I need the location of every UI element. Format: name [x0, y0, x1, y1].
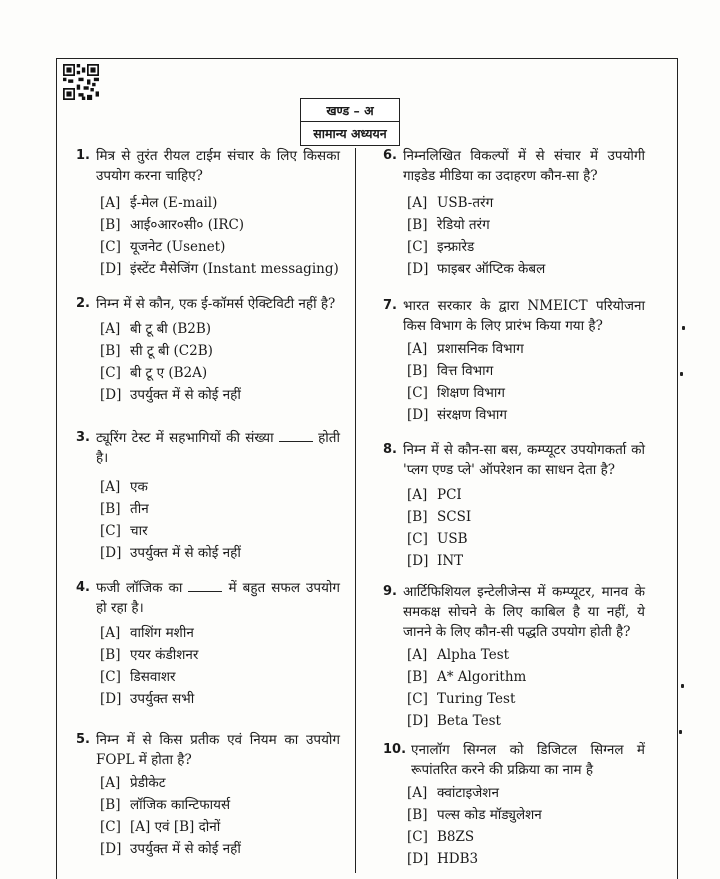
margin-mark	[682, 326, 685, 330]
option-text: [A] एवं [B] दोनों	[130, 819, 221, 835]
option-tag: [B]	[100, 647, 121, 663]
option-b[interactable]	[407, 666, 645, 688]
question-number: 8.	[383, 442, 397, 457]
question-number: 5.	[76, 732, 90, 747]
option-a[interactable]	[100, 772, 340, 794]
question-number: 10.	[383, 742, 407, 757]
question-number: 9.	[383, 584, 397, 599]
question-text-end: होती है।	[96, 430, 340, 466]
option-tag: [C]	[407, 829, 428, 845]
option-tag: [C]	[407, 691, 428, 707]
option-text: प्रेडीकेट	[130, 775, 166, 791]
subject-title: सामान्य अध्ययन	[313, 126, 387, 141]
option-text: यूजनेट (Usenet)	[130, 239, 226, 255]
question-7	[383, 296, 645, 426]
option-tag: [D]	[407, 713, 429, 729]
option-tag: [A]	[407, 195, 428, 211]
option-tag: [C]	[100, 669, 121, 685]
option-tag: [D]	[407, 261, 429, 277]
column-divider	[355, 148, 356, 873]
option-c[interactable]	[100, 362, 340, 384]
option-text: B8ZS	[437, 829, 475, 845]
question-text: भारत सरकार के द्वारा NMEICT परियोजना किस विभाग के लिए प्रारंभ किया गया है?	[403, 298, 645, 334]
option-tag: [A]	[100, 775, 121, 791]
option-text: बी टू बी (B2B)	[130, 321, 212, 337]
option-d[interactable]	[407, 550, 645, 572]
option-text: क्वांटाइजेशन	[437, 785, 499, 801]
margin-mark	[679, 730, 682, 734]
question-text: निम्न में से कौन, एक ई-कॉमर्स ऐक्टिविटी नहीं है?	[96, 296, 336, 312]
option-tag: [D]	[407, 851, 429, 867]
option-b[interactable]	[407, 360, 645, 382]
section-header	[300, 98, 400, 146]
option-b[interactable]	[100, 340, 340, 362]
question-4	[76, 578, 340, 710]
question-number: 3.	[76, 430, 90, 445]
option-d[interactable]	[100, 384, 340, 406]
option-tag: [B]	[407, 669, 428, 685]
question-text: ट्यूरिंग टेस्ट में सहभागियों की संख्या	[96, 430, 274, 446]
option-c[interactable]	[407, 688, 645, 710]
option-text: तीन	[130, 501, 149, 517]
option-text: रेडियो तरंग	[437, 217, 490, 233]
option-tag: [A]	[407, 341, 428, 357]
question-text: मित्र से तुरंत रीयल टाईम संचार के लिए किसका उपयोग करना चाहिए?	[96, 148, 340, 184]
option-d[interactable]	[100, 258, 340, 280]
option-a[interactable]	[100, 476, 340, 498]
option-tag: [D]	[100, 545, 122, 561]
option-tag: [C]	[407, 239, 428, 255]
option-text: शिक्षण विभाग	[437, 385, 505, 401]
question-text: आर्टिफिशियल इन्टेलीजेन्स में कम्प्यूटर, मानव के समकक्ष सोचने के लिए काबिल है या नहीं, ये जानने के लिए कौन-सी पद्धति उपयोग होती है?	[403, 584, 645, 640]
qr-code-icon	[63, 64, 99, 100]
option-text: ई-मेल (E-mail)	[130, 195, 218, 211]
option-c[interactable]	[100, 666, 340, 688]
option-tag: [C]	[407, 531, 428, 547]
option-d[interactable]	[100, 542, 340, 564]
question-text: एनालॉग सिग्नल को डिजिटल सिग्नल में रूपांतरित करने की प्रक्रिया का नाम है	[411, 742, 645, 778]
option-tag: [B]	[100, 501, 121, 517]
option-text: इंस्टेंट मैसेजिंग (Instant messaging)	[130, 261, 339, 277]
option-b[interactable]	[407, 506, 645, 528]
option-text: फाइबर ऑप्टिक केबल	[437, 261, 546, 277]
option-tag: [B]	[407, 807, 428, 823]
option-text: उपर्युक्त में से कोई नहीं	[130, 841, 241, 857]
option-tag: [B]	[407, 509, 428, 525]
option-text: इन्फ्रारेड	[437, 239, 475, 255]
option-a[interactable]	[100, 622, 340, 644]
option-c[interactable]	[407, 236, 645, 258]
option-tag: [A]	[100, 625, 121, 641]
question-10	[383, 740, 645, 870]
option-b[interactable]	[100, 644, 340, 666]
option-a[interactable]	[407, 644, 645, 666]
question-8	[383, 440, 645, 572]
option-tag: [D]	[407, 553, 429, 569]
option-tag: [C]	[100, 239, 121, 255]
fill-blank	[188, 579, 222, 592]
option-text: Beta Test	[437, 713, 501, 729]
option-tag: [D]	[100, 841, 122, 857]
option-b[interactable]	[100, 794, 340, 816]
option-text: उपर्युक्त में से कोई नहीं	[130, 387, 241, 403]
question-9	[383, 582, 645, 732]
option-tag: [A]	[100, 479, 121, 495]
option-text: आई०आर०सी० (IRC)	[130, 217, 245, 233]
option-text: INT	[437, 553, 464, 569]
question-number: 6.	[383, 148, 397, 163]
option-a[interactable]	[407, 484, 645, 506]
option-tag: [B]	[100, 797, 121, 813]
option-a[interactable]	[407, 192, 645, 214]
option-d[interactable]	[407, 710, 645, 732]
question-text: निम्न में से कौन-सा बस, कम्प्यूटर उपयोगकर्ता को 'प्लग एण्ड प्ले' ऑपरेशन का साधन देता है?	[403, 442, 645, 478]
option-b[interactable]	[100, 498, 340, 520]
option-tag: [D]	[407, 407, 429, 423]
question-number: 4.	[76, 580, 90, 595]
option-tag: [B]	[407, 363, 428, 379]
option-c[interactable]	[407, 528, 645, 550]
option-text: Alpha Test	[437, 647, 510, 663]
option-text: उपर्युक्त सभी	[130, 691, 195, 707]
option-tag: [D]	[100, 387, 122, 403]
option-tag: [C]	[407, 385, 428, 401]
question-3	[76, 428, 340, 564]
option-tag: [B]	[407, 217, 428, 233]
option-text: सी टू बी (C2B)	[130, 343, 213, 359]
option-c[interactable]	[100, 816, 340, 838]
question-number: 1.	[76, 148, 90, 163]
option-text: डिसवाशर	[130, 669, 176, 685]
option-b[interactable]	[407, 804, 645, 826]
option-text: वित्त विभाग	[437, 363, 494, 379]
option-d[interactable]	[100, 688, 340, 710]
fill-blank	[279, 429, 313, 442]
option-text: प्रशासनिक विभाग	[437, 341, 524, 357]
option-text: चार	[130, 523, 148, 539]
question-text: फजी लॉजिक का	[96, 580, 183, 596]
option-text: एक	[130, 479, 148, 495]
option-text: वाशिंग मशीन	[130, 625, 194, 641]
option-c[interactable]	[100, 520, 340, 542]
option-a[interactable]	[100, 318, 340, 340]
option-d[interactable]	[407, 258, 645, 280]
question-5	[76, 730, 340, 860]
option-tag: [D]	[100, 261, 122, 277]
question-text-end: में बहुत सफल उपयोग हो रहा है।	[96, 580, 341, 616]
option-text: संरक्षण विभाग	[437, 407, 507, 423]
option-a[interactable]	[407, 782, 645, 804]
question-number: 2.	[76, 296, 90, 311]
option-tag: [A]	[100, 195, 121, 211]
option-tag: [A]	[100, 321, 121, 337]
option-text: लॉजिक कान्टिफायर्स	[130, 797, 231, 813]
option-tag: [C]	[100, 365, 121, 381]
option-text: USB-तरंग	[437, 195, 494, 211]
option-tag: [C]	[100, 523, 121, 539]
question-2	[76, 294, 340, 406]
option-c[interactable]	[407, 826, 645, 848]
option-d[interactable]	[407, 848, 645, 870]
option-tag: [D]	[100, 691, 122, 707]
option-text: HDB3	[437, 851, 479, 867]
option-b[interactable]	[100, 214, 340, 236]
question-1	[76, 146, 340, 280]
margin-mark	[681, 684, 684, 688]
option-c[interactable]	[100, 236, 340, 258]
option-text: Turing Test	[437, 691, 516, 707]
section-title: खण्ड – अ	[301, 99, 399, 122]
option-text: बी टू ए (B2A)	[130, 365, 208, 381]
option-tag: [C]	[100, 819, 121, 835]
question-text: निम्न में से किस प्रतीक एवं नियम का उपयोग FOPL में होता है?	[96, 732, 340, 768]
option-b[interactable]	[407, 214, 645, 236]
option-text: USB	[437, 531, 468, 547]
question-number: 7.	[383, 298, 397, 313]
option-d[interactable]	[407, 404, 645, 426]
option-tag: [A]	[407, 487, 428, 503]
option-text: पल्स कोड मॉड्युलेशन	[437, 807, 542, 823]
option-text: PCI	[437, 487, 462, 503]
option-a[interactable]	[100, 192, 340, 214]
option-tag: [A]	[407, 647, 428, 663]
option-text: A* Algorithm	[437, 669, 527, 685]
option-d[interactable]	[100, 838, 340, 860]
option-tag: [B]	[100, 217, 121, 233]
option-text: एयर कंडीशनर	[130, 647, 199, 663]
option-c[interactable]	[407, 382, 645, 404]
option-text: SCSI	[437, 509, 472, 525]
option-a[interactable]	[407, 338, 645, 360]
question-text: निम्नलिखित विकल्पों में से संचार में उपयोगी गाइडेड मीडिया का उदाहरण कौन-सा है?	[403, 148, 645, 184]
question-6	[383, 146, 645, 280]
option-text: उपर्युक्त में से कोई नहीं	[130, 545, 241, 561]
margin-mark	[680, 372, 683, 376]
option-tag: [B]	[100, 343, 121, 359]
option-tag: [A]	[407, 785, 428, 801]
